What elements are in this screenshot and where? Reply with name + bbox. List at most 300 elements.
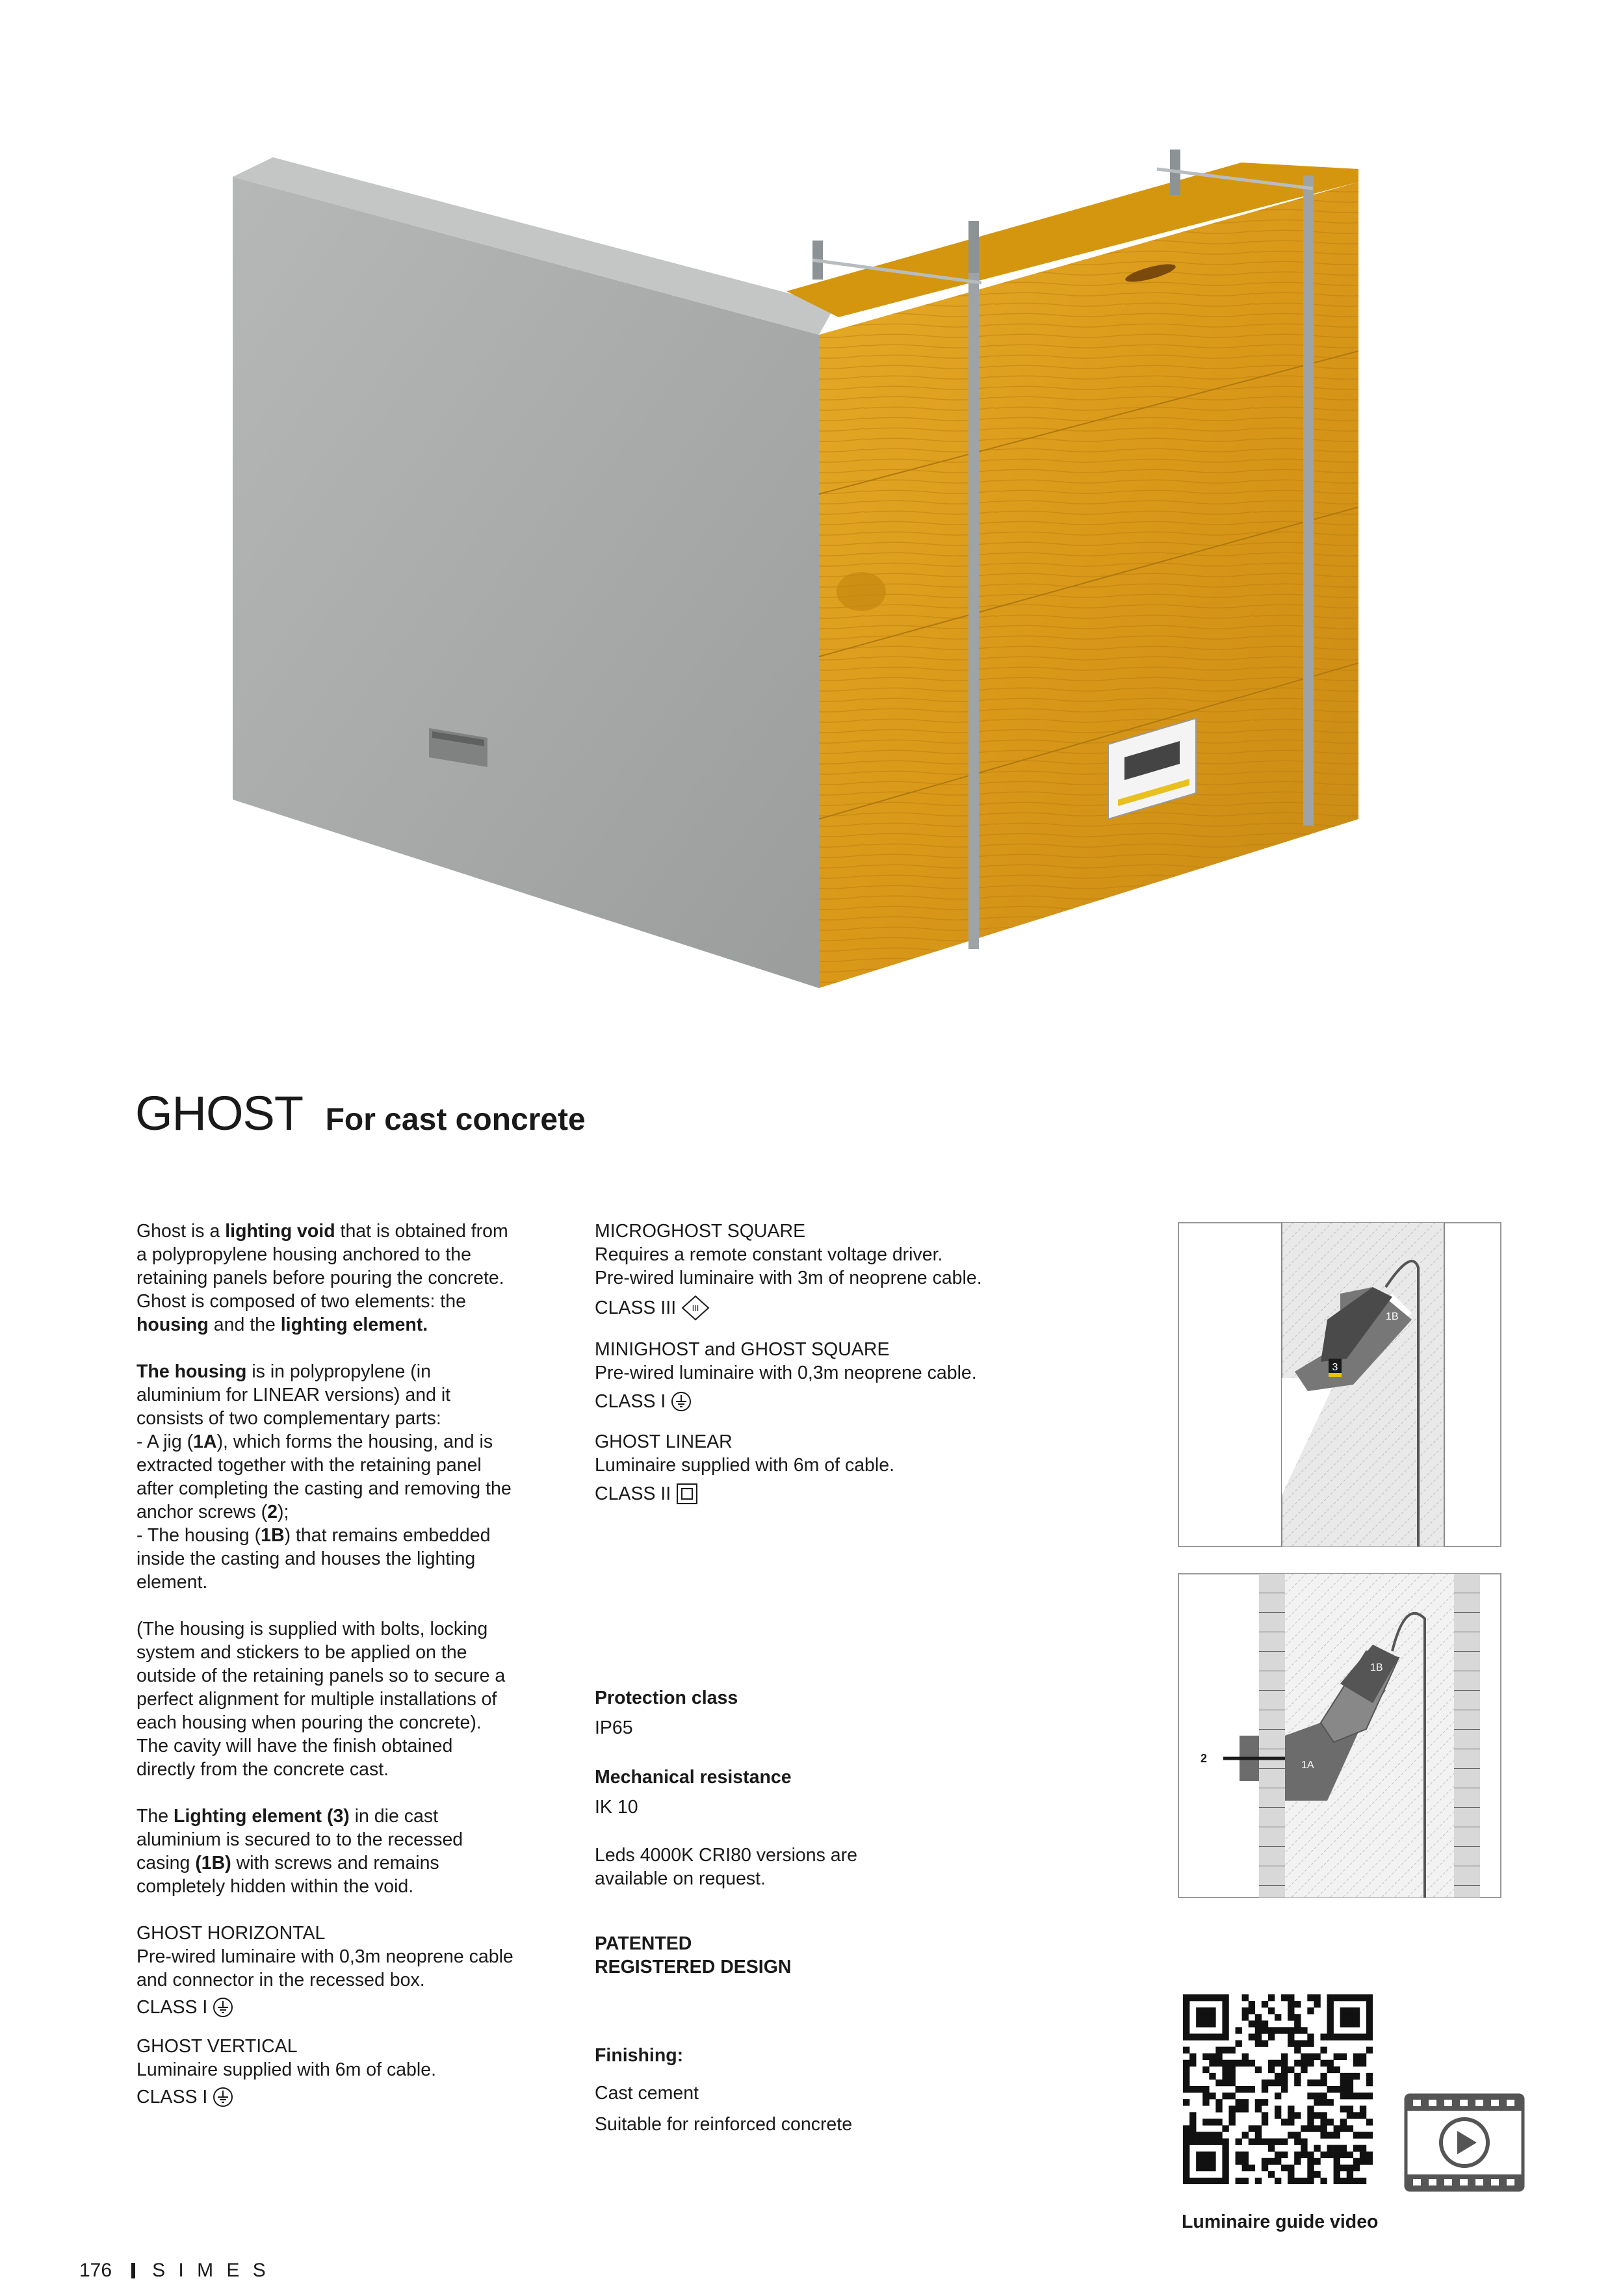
qr-module [1288,2027,1294,2033]
qr-module [1327,2145,1334,2152]
qr-module [1262,2139,1268,2145]
qr-module [1215,2054,1222,2060]
qr-module [1268,2158,1275,2165]
qr-module [1353,2060,1360,2067]
qr-module [1242,2060,1249,2067]
qr-module [1301,2178,1307,2184]
qr-module [1236,2099,1242,2106]
qr-module [1268,2067,1275,2073]
qr-module [1189,2119,1196,2125]
footer-divider [131,2263,135,2278]
qr-module [1294,2060,1301,2067]
text-span: Ghost is composed of two elements: the [136,1291,466,1312]
qr-module [1183,2001,1189,2007]
qr-module [1340,2073,1347,2080]
qr-module [1236,2086,1242,2093]
qr-module [1275,2139,1281,2145]
qr-module [1202,2165,1209,2171]
qr-module [1320,2178,1327,2184]
qr-module [1183,2158,1189,2165]
qr-module [1347,2125,1353,2132]
qr-module [1183,2073,1189,2080]
registered-design-label: REGISTERED DESIGN [595,1957,792,1977]
qr-module [1183,2152,1189,2158]
text-span: 1A [193,1431,217,1452]
qr-module [1189,2033,1196,2040]
ghost-horizontal-class [136,1996,513,2019]
qr-module [1307,2007,1314,2014]
qr-module [1275,2027,1281,2033]
qr-module [1222,2060,1228,2067]
qr-module [1209,2020,1215,2027]
microghost-line-2: Pre-wired luminaire with 3m of neoprene cable. [595,1268,982,1288]
qr-module [1281,2073,1288,2080]
qr-module [1288,2001,1294,2007]
intro-paragraph-2 [136,1290,513,1337]
qr-module [1320,2152,1327,2158]
qr-module [1222,2152,1228,2158]
qr-module [1249,2165,1255,2171]
steel-upright [1303,176,1314,826]
qr-module [1353,2178,1360,2184]
qr-module [1183,2178,1189,2184]
qr-module [1202,2178,1209,2184]
qr-module [1327,2119,1334,2125]
qr-module [1360,2033,1366,2040]
qr-module [1222,2014,1228,2020]
qr-module [1202,1994,1209,2001]
qr-module [1334,2178,1340,2184]
qr-module [1228,2119,1235,2125]
qr-module [1360,2060,1366,2067]
qr-module [1255,2020,1262,2027]
qr-module [1294,2178,1301,2184]
qr-module [1222,2001,1228,2007]
qr-module [1366,2020,1373,2027]
qr-module [1307,2152,1314,2158]
qr-module [1242,2099,1249,2106]
earth-ground-icon [213,2087,233,2107]
qr-module [1281,2027,1288,2033]
qr-module [1222,2027,1228,2033]
qr-module [1183,2067,1189,2073]
qr-module [1281,2152,1288,2158]
leds-note: Leds 4000K CRI80 versions are available on request. [595,1845,857,1889]
qr-module [1340,2020,1347,2027]
qr-module [1353,2158,1360,2165]
qr-module [1209,2178,1215,2184]
qr-module [1334,2158,1340,2165]
qr-module [1353,2007,1360,2014]
text-span: ), which forms the housing, and is extracted together with the retaining panel after completing the casting and removing the anchor screws ( [136,1431,512,1522]
qr-module [1307,2033,1314,2040]
led-strip [1329,1373,1342,1377]
product-name: GHOST [135,1086,304,1140]
qr-module [1294,2158,1301,2165]
text-span: ) that remains embedded inside the casting and houses the lighting element. [136,1525,491,1593]
qr-module [1262,2119,1268,2125]
finishing-value-1: Cast cement [595,2083,699,2104]
qr-module [1314,2001,1320,2007]
qr-module [1222,1994,1228,2001]
qr-module [1183,2139,1189,2145]
qr-module [1288,2165,1294,2171]
qr-module [1268,2139,1275,2145]
text-span: that is obtained from a polypropylene housing anchored to the retaining panels before pouring the concrete. [136,1221,508,1288]
qr-module [1209,2014,1215,2020]
qr-module [1340,2145,1347,2152]
qr-module [1307,2060,1314,2067]
qr-module [1249,2033,1255,2040]
qr-module [1249,2086,1255,2093]
qr-module [1301,2152,1307,2158]
qr-module [1236,2106,1242,2112]
qr-module [1294,2112,1301,2119]
qr-module [1215,2080,1222,2086]
qr-module [1301,2054,1307,2060]
qr-module [1281,2054,1288,2060]
qr-module [1314,2080,1320,2086]
qr-module [1340,2152,1347,2158]
qr-module [1347,2033,1353,2040]
qr-module [1360,2132,1366,2138]
qr-module [1268,2060,1275,2067]
earth-ground-icon [213,1997,233,2018]
qr-module [1183,2165,1189,2171]
qr-module [1307,2178,1314,2184]
qr-module [1327,1994,1334,2001]
qr-module [1288,2067,1294,2073]
qr-module [1314,2112,1320,2119]
qr-module [1340,2093,1347,2099]
class-label: CLASS II [595,1483,671,1504]
qr-module [1366,2027,1373,2033]
qr-module [1189,2132,1196,2138]
qr-module [1340,2054,1347,2060]
qr-module [1196,2132,1202,2138]
qr-module [1255,2125,1262,2132]
qr-module [1307,2171,1314,2178]
qr-module [1209,1994,1215,2001]
qr-module [1281,2086,1288,2093]
formwork-grain [819,182,1358,988]
qr-module [1222,2178,1228,2184]
qr-module [1222,2158,1228,2165]
qr-module [1236,2027,1242,2033]
qr-module [1196,2139,1202,2145]
qr-module [1255,2067,1262,2073]
qr-module [1334,2171,1340,2178]
ratings-block [595,1686,1089,2136]
qr-module [1294,2139,1301,2145]
text-span: 1B [261,1525,285,1546]
qr-module [1255,2139,1262,2145]
qr-module [1347,2093,1353,2099]
qr-module [1209,2093,1215,2099]
ghost-linear-title: GHOST LINEAR [595,1431,733,1452]
class-label: CLASS III [595,1298,677,1318]
qr-module [1222,2125,1228,2132]
qr-module [1294,2020,1301,2027]
label-1b: 1B [1370,1662,1383,1673]
qr-module [1360,2178,1366,2184]
qr-module [1360,2112,1366,2119]
qr-module [1222,2093,1228,2099]
ghost-linear-line-1: Luminaire supplied with 6m of cable. [595,1455,894,1476]
text-span: with screws and remains completely hidden within the void. [136,1853,439,1897]
qr-module [1320,2112,1327,2119]
qr-module [1222,2145,1228,2152]
qr-module [1262,2158,1268,2165]
qr-module [1281,2165,1288,2171]
text-span: The housing [136,1361,247,1382]
qr-module [1255,2040,1262,2046]
label-1a: 1A [1301,1760,1314,1771]
housing-part-1b [136,1524,513,1594]
text-span: - A jig ( [136,1431,194,1452]
qr-module [1281,2060,1288,2067]
qr-module [1294,2001,1301,2007]
qr-module [1255,2132,1262,2138]
class-label: CLASS I [136,2087,208,2107]
qr-module [1209,2158,1215,2165]
qr-module [1228,2112,1235,2119]
qr-module [1366,2014,1373,2020]
qr-module [1209,2007,1215,2014]
qr-module [1327,2033,1334,2040]
text-span: and the [208,1314,281,1335]
lighting-element-paragraph [136,1805,513,1898]
note-paragraph: (The housing is supplied with bolts, locking system and stickers to be applied on the outside of the retaining panels so to secure a perfect alignment for multiple installations of each housing when pouring the concrete). [136,1619,506,1733]
qr-module [1255,2178,1262,2184]
intro-paragraph [136,1220,513,1290]
qr-module [1222,2047,1228,2054]
qr-module [1242,1994,1249,2001]
qr-module [1327,2067,1334,2073]
qr-module [1196,2086,1202,2093]
qr-module [1202,2099,1209,2106]
qr-module [1242,2132,1249,2138]
qr-module [1228,2067,1235,2073]
class-label: CLASS I [136,1997,208,2018]
qr-module [1347,1994,1353,2001]
qr-module [1275,2014,1281,2020]
qr-module [1320,2119,1327,2125]
qr-module [1294,2152,1301,2158]
qr-module [1288,2171,1294,2178]
qr-module [1183,2027,1189,2033]
qr-module [1347,2080,1353,2086]
qr-module [1215,1994,1222,2001]
qr-module [1288,2033,1294,2040]
section-diagram-1-svg [1178,1222,1501,1547]
label-2: 2 [1201,1752,1208,1765]
class-iii-symbol: III [692,1303,699,1313]
qr-module [1202,2067,1209,2073]
qr-module [1327,2132,1334,2138]
qr-module [1347,2014,1353,2020]
qr-module [1262,2001,1268,2007]
qr-module [1301,2125,1307,2132]
qr-module [1288,2014,1294,2020]
qr-module [1366,2073,1373,2080]
qr-module [1340,2106,1347,2112]
qr-module [1228,2060,1235,2067]
qr-module [1228,2073,1235,2080]
qr-module [1294,2047,1301,2054]
text-span: Lighting element (3) [174,1806,350,1827]
qr-module [1294,2080,1301,2086]
film-play-icon [1404,2093,1525,2192]
qr-module [1255,2014,1262,2020]
qr-module [1327,2060,1334,2067]
qr-module [1320,2060,1327,2067]
qr-module [1183,2080,1189,2086]
qr-module [1242,2152,1249,2158]
qr-code[interactable] [1183,1994,1373,2184]
qr-module [1202,2132,1209,2138]
text-span: Ghost is a [136,1221,226,1242]
qr-module [1360,2145,1366,2152]
qr-module [1353,2165,1360,2171]
qr-module [1183,2047,1189,2054]
description-column [136,1220,513,2109]
mechanical-resistance-label: Mechanical resistance [595,1767,792,1788]
qr-module [1307,2119,1314,2125]
qr-module [1268,2145,1275,2152]
qr-module [1347,2073,1353,2080]
qr-module [1249,2060,1255,2067]
qr-module [1196,2152,1202,2158]
qr-module [1202,2014,1209,2020]
qr-module [1366,2119,1373,2125]
video-play-button[interactable] [1404,2093,1525,2192]
qr-module [1334,2132,1340,2138]
qr-module [1307,2125,1314,2132]
qr-module [1183,2145,1189,2152]
qr-module [1249,2007,1255,2014]
qr-module [1360,2106,1366,2112]
microghost-line-1: Requires a remote constant voltage driver. [595,1244,943,1265]
qr-module [1196,2014,1202,2020]
qr-module [1196,2158,1202,2165]
qr-module [1353,2145,1360,2152]
qr-module [1294,2073,1301,2080]
qr-module [1275,2106,1281,2112]
qr-module [1281,2139,1288,2145]
qr-module [1262,2099,1268,2106]
qr-module [1262,2086,1268,2093]
qr-module [1347,2106,1353,2112]
qr-module [1327,2099,1334,2106]
qr-module [1268,2080,1275,2086]
qr-module [1288,2112,1294,2119]
qr-module [1340,2014,1347,2020]
qr-module [1320,2080,1327,2086]
qr-module [1189,2060,1196,2067]
qr-module [1189,2054,1196,2060]
qr-module [1334,2125,1340,2132]
qr-module [1222,2139,1228,2145]
qr-module [1334,1994,1340,2001]
qr-module [1314,2145,1320,2152]
qr-module [1301,2027,1307,2033]
qr-module [1262,2020,1268,2027]
qr-module [1334,2145,1340,2152]
qr-module [1215,2106,1222,2112]
qr-module [1183,2033,1189,2040]
qr-module [1275,2060,1281,2067]
qr-module [1209,2165,1215,2171]
qr-module [1196,1994,1202,2001]
qr-module [1242,2014,1249,2020]
qr-module [1301,2040,1307,2046]
qr-module [1196,2165,1202,2171]
qr-module [1327,2014,1334,2020]
qr-module [1360,2093,1366,2099]
qr-module [1242,2165,1249,2171]
ghost-vertical-class [136,2085,513,2109]
qr-module [1353,1994,1360,2001]
qr-module [1215,2099,1222,2106]
qr-module [1209,2132,1215,2138]
qr-module [1340,2086,1347,2093]
qr-module [1222,2007,1228,2014]
qr-module [1209,2033,1215,2040]
qr-module [1215,2178,1222,2184]
qr-module [1183,2171,1189,2178]
qr-module [1262,2112,1268,2119]
qr-module [1196,2178,1202,2184]
brand-name: S I M E S [152,2260,270,2281]
qr-module [1262,2027,1268,2033]
qr-module [1183,2099,1189,2106]
qr-module [1340,2178,1347,2184]
qr-module [1242,2007,1249,2014]
qr-module [1294,2132,1301,2138]
qr-module [1275,2080,1281,2086]
qr-module [1189,2125,1196,2132]
qr-module [1320,2047,1327,2054]
qr-module [1307,2093,1314,2099]
qr-module [1347,2152,1353,2158]
qr-module [1275,2112,1281,2119]
qr-module [1340,2007,1347,2014]
ghost-horizontal-desc: Pre-wired luminaire with 0,3m neoprene cable and connector in the recessed box. [136,1946,513,1990]
qr-module [1320,2073,1327,2080]
qr-module [1360,1994,1366,2001]
microghost-title: MICROGHOST SQUARE [595,1221,806,1242]
qr-module [1268,1994,1275,2001]
patented-label: PATENTED [595,1933,692,1954]
text-span: housing [136,1314,209,1335]
qr-module [1262,2080,1268,2086]
qr-module [1366,2033,1373,2040]
qr-module [1288,2119,1294,2125]
qr-module [1228,2106,1235,2112]
qr-module [1353,2014,1360,2020]
text-span: is in polypropylene (in aluminium for LINEAR versions) and it consists of two complementary parts: [136,1361,451,1429]
qr-module [1294,2040,1301,2046]
qr-module [1307,2106,1314,2112]
qr-module [1301,2067,1307,2073]
qr-module [1209,2139,1215,2145]
qr-module [1189,2139,1196,2145]
mechanical-resistance-value: IK 10 [595,1797,638,1818]
qr-module [1366,2132,1373,2138]
class-label: CLASS I [595,1391,666,1412]
qr-module [1183,2086,1189,2093]
